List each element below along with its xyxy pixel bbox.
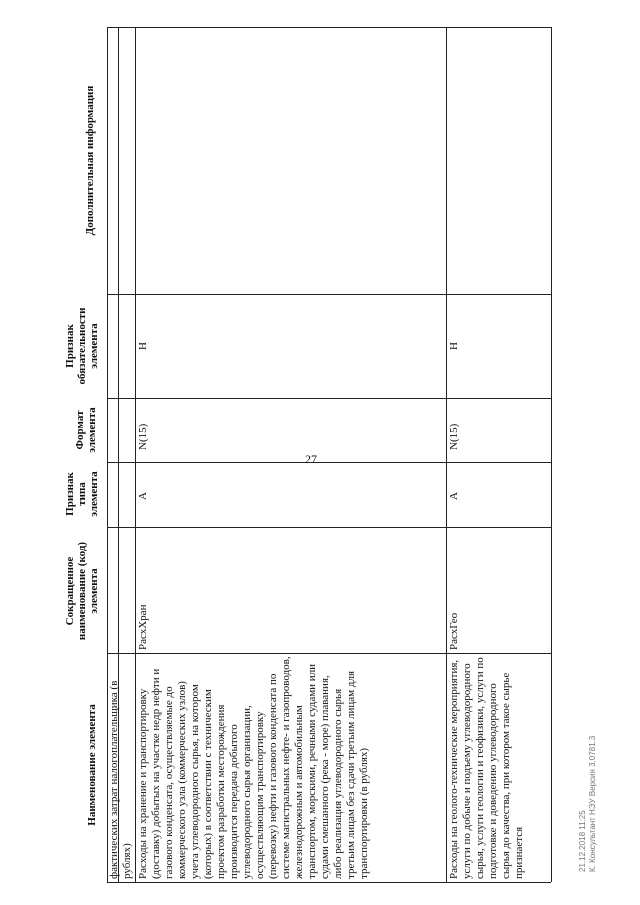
table-border-top [107, 27, 551, 28]
header-type-sign: Признак типа элемента [64, 471, 100, 517]
row-border [135, 27, 136, 882]
col-border [107, 462, 551, 463]
row-2-code: РасхГео [448, 612, 460, 650]
page-number: 27 [305, 452, 317, 466]
header-format: Формат элемента [74, 407, 98, 453]
footer-line-2: К. Консультант НЭУ Версия 3.0781.3 [588, 735, 597, 872]
header-name: Наименование элемента [86, 704, 98, 826]
header-required-sign: Признак обязательности элемента [64, 307, 100, 385]
row-2-type: А [448, 492, 460, 500]
row-1-type: А [137, 492, 149, 500]
row-1-required: Н [137, 342, 149, 350]
row-2-name: Расходы на геолого-технические мероприятия, услуги по добыче и подъему углеводородного сырья, услуги геологии и геофизики, услуги по подготовке и доведению углеводородного сырья до качества, при котором такое сырье признается [448, 657, 525, 879]
header-additional: Дополнительная информация [84, 85, 96, 236]
col-border [107, 653, 551, 654]
header-short-name: Сокращенное наименование (код) элемента [64, 541, 100, 641]
row-1-format: N(15) [137, 423, 149, 450]
row-2-required: Н [448, 342, 460, 350]
row-0-name: фактических затрат налогоплательщика (в рублях) [108, 680, 133, 879]
row-1-code: РасхХран [137, 604, 149, 650]
col-border [107, 398, 551, 399]
table-border-right [551, 27, 552, 882]
table-border-bottom [107, 882, 551, 883]
row-1-name: Расходы на хранение и транспортировку (доставку) добытых на участке недр нефти и газового конденсата, осуществляемые до коммерческого узла (коммерческих узлов) учета углеводородного сырья, на котором (которых) в соответствии с техническим проектом разработки месторождения производится передача добытого углеводородного сырья организации, осуществляющим транспортировку (перевозку) нефти и газового конденсата по системе магистральных нефте- и газопроводов, железнодорожным и автомобильным транспортом, морскими, речными судами или судами смешанного (река - море) плавания, либо реализация углеводородного сырья третьим лицам без сдачи третьим лицам для транспортировки (в рублях) [137, 656, 370, 879]
col-border [107, 294, 551, 295]
footer-line-1: 21.12.2018 11:25 [578, 810, 587, 872]
row-border [446, 27, 447, 882]
row-2-format: N(15) [448, 423, 460, 450]
footer-stamp [578, 712, 598, 872]
col-border [107, 527, 551, 528]
